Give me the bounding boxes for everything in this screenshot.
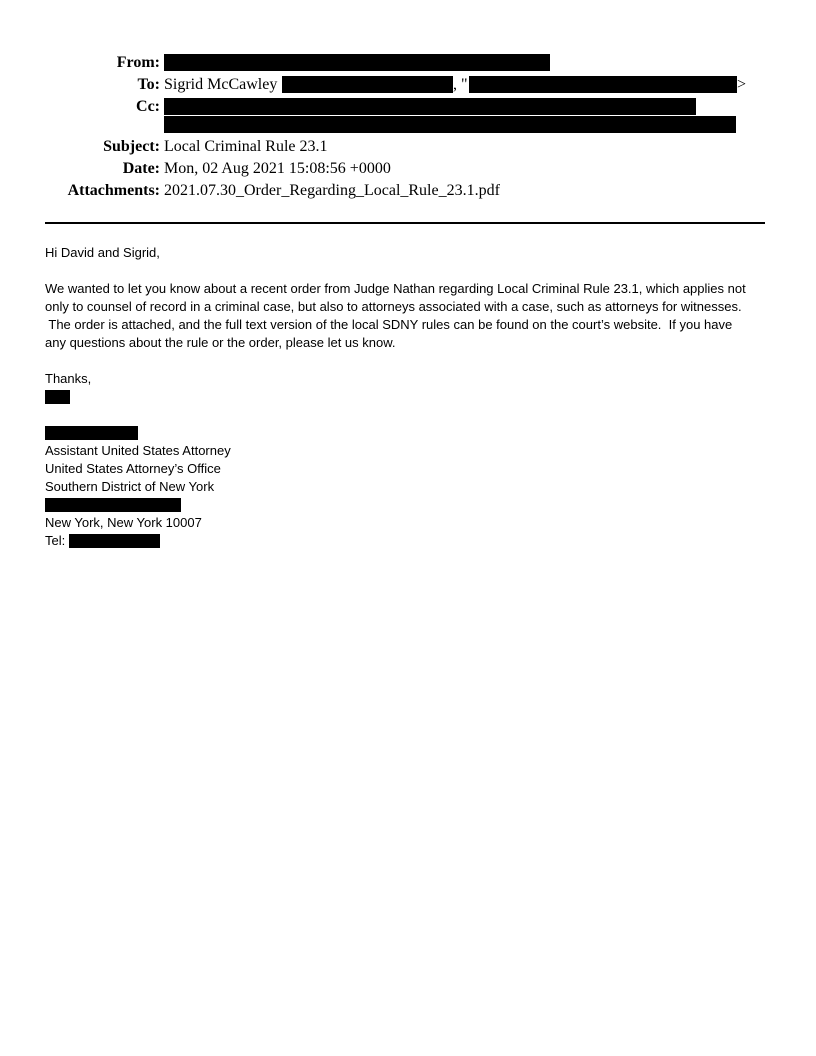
to-redaction-2 [469, 76, 737, 93]
paragraph-line: only to counsel of record in a criminal case, but also to attorneys associated with a case, such as attorneys for witnesses. [45, 299, 742, 314]
subject-label: Subject: [103, 138, 160, 155]
signature-district: Southern District of New York [45, 479, 215, 494]
date-label: Date: [122, 160, 160, 177]
attachment-filename: 2021.07.30_Order_Regarding_Local_Rule_23.1.pdf [164, 182, 500, 199]
signature-address-redaction [45, 498, 181, 512]
subject-row [0, 137, 816, 159]
to-end: > [737, 76, 747, 93]
to-separator: , " [453, 76, 468, 93]
to-label: To: [137, 76, 160, 93]
cc-label: Cc: [136, 98, 160, 115]
date-row [0, 159, 816, 181]
attachments-row [0, 181, 816, 203]
body-paragraph [45, 280, 775, 352]
from-redaction [164, 54, 550, 71]
header-divider [45, 222, 765, 224]
cc-redaction-2 [164, 116, 736, 133]
sender-initials-redaction [45, 390, 70, 404]
signature-tel-redaction [69, 534, 160, 548]
paragraph-line: The order is attached, and the full text version of the local SDNY rules can be found on the court’s website. If you have [45, 317, 733, 332]
date-value: Mon, 02 Aug 2021 15:08:56 +0000 [164, 160, 391, 177]
signature-city: New York, New York 10007 [45, 515, 202, 530]
signature-name-redaction [45, 426, 138, 440]
to-redaction-1 [282, 76, 453, 93]
paragraph-line: We wanted to let you know about a recent order from Judge Nathan regarding Local Criminal Rule 23.1, which applies not [45, 281, 746, 296]
to-name: Sigrid McCawley [164, 76, 278, 93]
cc-redaction-1 [164, 98, 696, 115]
subject-value: Local Criminal Rule 23.1 [164, 138, 328, 155]
closing: Thanks, [45, 371, 92, 386]
paragraph-line: any questions about the rule or the order, please let us know. [45, 335, 396, 350]
greeting: Hi David and Sigrid, [45, 245, 160, 260]
signature-tel-label: Tel: [45, 533, 66, 548]
attachments-label: Attachments: [67, 182, 160, 199]
from-label: From: [116, 54, 160, 71]
signature-title: Assistant United States Attorney [45, 443, 231, 458]
signature-office: United States Attorney’s Office [45, 461, 221, 476]
